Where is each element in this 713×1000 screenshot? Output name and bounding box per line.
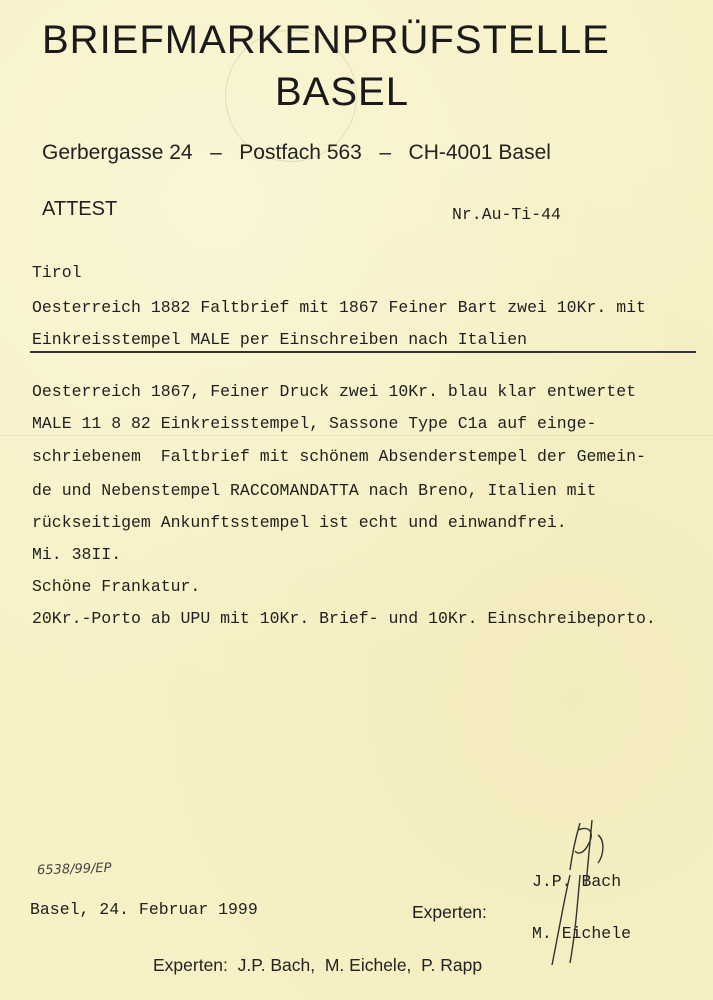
attest-label: ATTEST bbox=[42, 198, 118, 220]
body-line: rückseitigem Ankunftsstempel ist echt und einwandfrei. bbox=[32, 513, 567, 532]
subject-line-2: Einkreisstempel MALE per Einschreiben nach Italien bbox=[32, 330, 528, 349]
body-line: schriebenem Faltbrief mit schönem Absenderstempel der Gemein- bbox=[32, 447, 646, 466]
body-line: Oesterreich 1867, Feiner Druck zwei 10Kr. blau klar entwertet bbox=[32, 382, 636, 401]
title-line-1: BRIEFMARKENPRÜFSTELLE bbox=[42, 18, 610, 62]
expert-2: M. Eichele bbox=[532, 924, 632, 943]
attest-number bbox=[452, 202, 561, 225]
body-line: MALE 11 8 82 Einkreisstempel, Sassone Type C1a auf einge- bbox=[32, 414, 597, 433]
body-line: 20Kr.-Porto ab UPU mit 10Kr. Brief- und 10Kr. Einschreibeporto. bbox=[32, 609, 656, 628]
title-line-2: BASEL bbox=[275, 70, 409, 114]
address-line: Gerbergasse 24 – Postfach 563 – CH-4001 Basel bbox=[42, 141, 551, 164]
body-line: de und Nebenstempel RACCOMANDATTA nach Breno, Italien mit bbox=[32, 481, 597, 500]
place-date: Basel, 24. Februar 1999 bbox=[30, 900, 258, 919]
body-line: Mi. 38II. bbox=[32, 545, 122, 564]
attest-number-text: Nr.Au-Ti-44 bbox=[452, 205, 561, 224]
subject-underline bbox=[30, 351, 696, 353]
footer-experts: Experten: J.P. Bach, M. Eichele, P. Rapp bbox=[153, 955, 483, 975]
expert-1: J.P. Bach bbox=[532, 872, 622, 891]
experts-label: Experten: bbox=[412, 902, 487, 922]
body-line: Schöne Frankatur. bbox=[32, 577, 201, 596]
subject-line-1: Oesterreich 1882 Faltbrief mit 1867 Feiner Bart zwei 10Kr. mit bbox=[32, 298, 646, 317]
subject-region: Tirol bbox=[32, 263, 82, 282]
fold-line bbox=[0, 435, 713, 436]
signature-scribble bbox=[520, 815, 620, 975]
handwritten-reference: 6538/99/EP bbox=[36, 860, 112, 879]
